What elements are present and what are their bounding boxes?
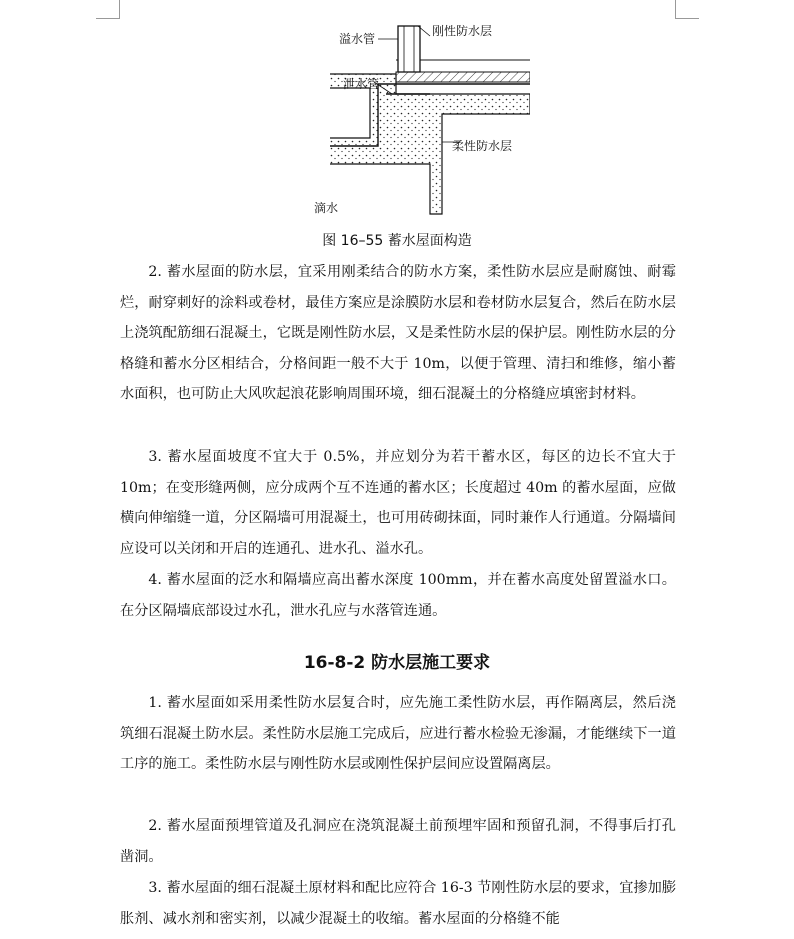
crop-mark-top-left-horizontal <box>96 18 120 19</box>
construction-paragraph-2: 2. 蓄水屋面预埋管道及孔洞应在浇筑混凝土前预埋牢固和预留孔洞，不得事后打孔凿洞。 <box>120 818 676 865</box>
crop-mark-top-right-vertical <box>675 0 676 18</box>
label-overflow-pipe: 溢水管 <box>339 32 376 46</box>
paragraph-4: 4. 蓄水屋面的泛水和隔墙应高出蓄水深度 100mm，并在蓄水高度处留置溢水口。在分区隔墙底部设过水孔，泄水孔应与水落管连通。 <box>120 572 676 619</box>
section-heading: 16-8-2 防水层施工要求 <box>303 653 491 673</box>
construction-paragraph-3: 3. 蓄水屋面的细石混凝土原材料和配比应符合 16-3 节刚性防水层的要求，宜掺加膨胀剂、减水剂和密实剂，以减少混凝土的收缩。蓄水屋面的分格缝不能 <box>120 880 676 927</box>
construction-paragraph-1: 1. 蓄水屋面如采用柔性防水层复合时，应先施工柔性防水层，再作隔离层，然后浇筑细石混凝土防水层。柔性防水层施工完成后，应进行蓄水检验无渗漏，才能继续下一道工序的施工。柔性防水层与刚性防水层或刚性保护层间应设置隔离层。 <box>120 695 676 773</box>
label-drain-pipe: 泄水管 <box>343 77 380 91</box>
figure-caption: 图 16–55 蓄水屋面构造 <box>322 233 472 249</box>
crop-mark-top-left-vertical <box>119 0 120 18</box>
label-flexible-layer: 柔性防水层 <box>452 139 513 153</box>
paragraph-3: 3. 蓄水屋面坡度不宜大于 0.5%，并应划分为若干蓄水区，每区的边长不宜大于 10m；在变形缝两侧，应分成两个互不连通的蓄水区；长度超过 40m 的蓄水屋面，应做横向伸缩缝一道，分区隔墙可用混凝土，也可用砖砌抹面，同时兼作人行通道。分隔墙间应设可以关闭和开启的连通孔、进水孔、溢水孔。 <box>120 449 676 557</box>
label-drip: 滴水 <box>314 201 339 215</box>
crop-mark-top-right-horizontal <box>675 18 699 19</box>
paragraph-2: 2. 蓄水屋面的防水层，宜采用刚柔结合的防水方案，柔性防水层应是耐腐蚀、耐霉烂，耐穿刺好的涂料或卷材，最佳方案应是涂膜防水层和卷材防水层复合，然后在防水层上浇筑配筋细石混凝土，它既是刚性防水层，又是柔性防水层的保护层。刚性防水层的分格缝和蓄水分区相结合，分格间距一般不大于 10m，以便于管理、清扫和维修，缩小蓄水面积，也可防止大风吹起浪花影响周围环境，细石混凝土的分格缝应填密封材料。 <box>120 264 676 403</box>
label-rigid-layer: 刚性防水层 <box>432 24 493 38</box>
